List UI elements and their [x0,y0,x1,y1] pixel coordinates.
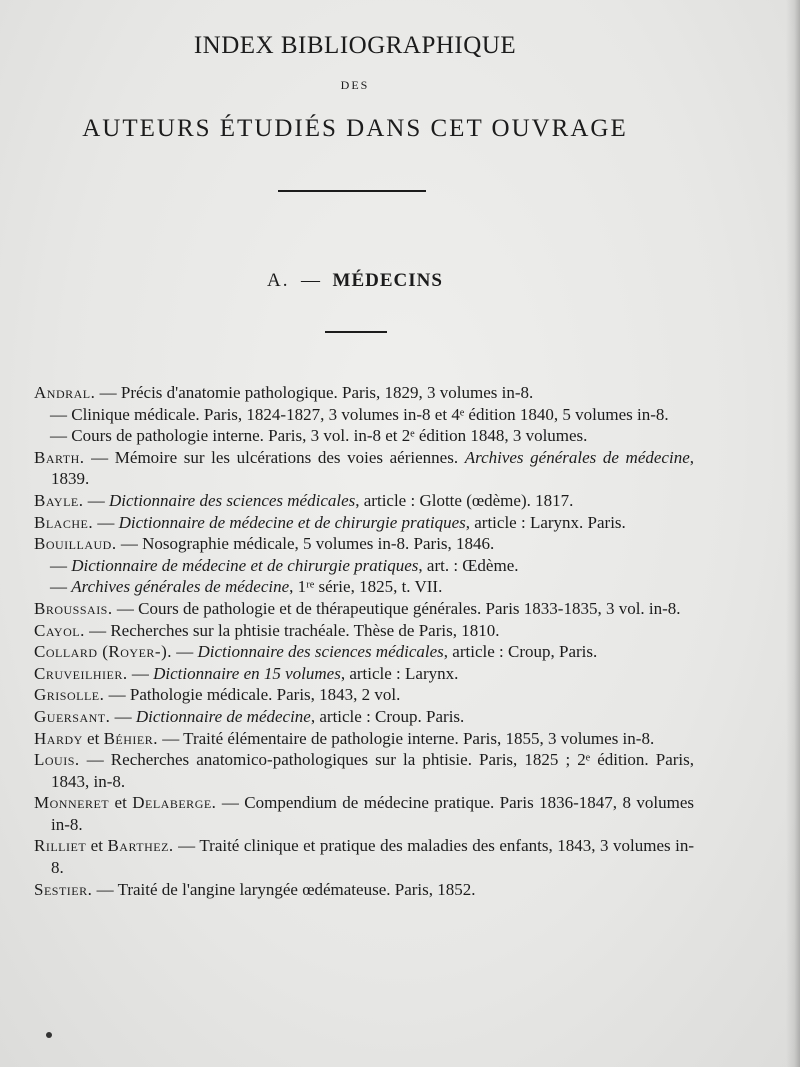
author-name: Blache. [34,512,94,532]
author-connector: et [109,793,133,813]
entry-text: — Cours de pathologie et de thérapeutique générales. Paris 1833-1835, 3 vol. in-8. [112,598,681,618]
index-title: INDEX BIBLIOGRAPHIQUE [193,32,517,59]
author-name: Bayle. [34,490,84,510]
bib-entry-louis [34,749,694,792]
entry-text: — [110,706,136,726]
ditto-dash: — [50,577,72,597]
bib-entry-andral [34,382,694,404]
author-name: Collard [34,642,98,662]
entry-text: — Précis d'anatomie pathologique. Paris, 1829, 3 volumes in-8. [95,383,534,402]
ditto-dash: — [50,426,72,446]
author-name: Barth. [34,447,85,467]
bib-entry-broussais [34,598,694,620]
entry-text: Clinique médicale. Paris, 1824-1827, 3 volumes in-8 et 4ᵉ édition 1840, 5 volumes in-8. [71,404,669,424]
bib-entry-hardy-behier [34,728,694,750]
author-name: Grisolle. [34,685,105,705]
section-letter: A. [267,270,290,291]
bib-entry-blache [34,512,694,534]
bibliography-list [34,382,694,900]
entry-text: — Recherches sur la phtisie trachéale. Thèse de Paris, 1810. [84,620,500,640]
bib-entry-guersant [34,706,694,728]
bib-entry-monneret-delaberge [34,792,694,835]
author-name: Hardy [34,728,83,748]
author-name: Cayol. [34,620,85,640]
author-name: Andral. [34,383,96,402]
bib-entry-grisolle [34,684,694,706]
bib-subentry [34,404,694,426]
author-name-secondary: Béhier. [103,728,158,748]
author-name: Broussais. [34,598,113,618]
entry-text: — Traité de l'angine laryngée œdémateuse. Paris, 1852. [92,879,476,899]
author-name-secondary: (Royer-). [97,642,173,662]
section-divider [325,331,387,333]
entry-text: — Mémoire sur les ulcérations des voies aériennes. [84,447,465,467]
entry-text: , article : Croup, Paris. [443,642,598,662]
bib-entry-sestier [34,879,694,901]
bib-entry-barth [34,447,694,490]
index-subtitle: AUTEURS ÉTUDIÉS DANS CET OUVRAGE [82,115,628,142]
entry-text: — [172,642,198,662]
publication-title: Dictionnaire en 15 volumes [153,663,341,683]
publication-title: Dictionnaire de médecine et de chirurgie pratiques [71,555,419,575]
index-title-connector: DES [340,78,370,92]
publication-title: Archives générales de médecine [71,577,290,597]
entry-text: — Nosographie médicale, 5 volumes in-8. Paris, 1846. [116,534,495,554]
entry-text: , article : Glotte (œdème). 1817. [355,490,574,510]
author-name: Rilliet [34,836,87,856]
bib-entry-bayle [34,490,694,512]
entry-text: , 1839. [51,447,694,489]
publication-title: Dictionnaire des sciences médicales [108,490,356,510]
ditto-dash: — [50,404,72,424]
bib-entry-rilliet-barthez [34,835,694,878]
entry-text: , 1ʳᵉ série, 1825, t. VII. [289,577,443,597]
entry-text: — [127,663,154,683]
entry-text: — Traité élémentaire de pathologie interne. Paris, 1855, 3 volumes in-8. [157,728,655,748]
author-name-secondary: Delaberge. [132,793,217,813]
publication-title: Dictionnaire de médecine et de chirurgie pratiques [118,512,466,532]
publication-title: Archives générales de médecine [464,447,690,467]
ditto-dash: — [50,555,72,575]
bib-subentry [34,555,694,577]
ink-speck [46,1032,52,1038]
author-name: Bouillaud. [34,534,117,554]
author-name: Monneret [34,793,110,813]
author-name-secondary: Barthez. [107,836,174,856]
entry-text: — Compendium de médecine pratique. Paris 1836-1847, 8 volumes in-8. [51,793,694,834]
entry-text: — Traité clinique et pratique des maladies des enfants, 1843, 3 volumes in-8. [51,836,694,878]
author-name: Sestier. [34,879,93,899]
entry-text: — [93,512,119,532]
bib-entry-bouillaud [34,533,694,555]
entry-text: Cours de pathologie interne. Paris, 3 vol. in-8 et 2ᵉ édition 1848, 3 volumes. [71,426,588,446]
publication-title: Dictionnaire de médecine [135,706,311,726]
title-divider [278,190,426,192]
entry-text: — [83,490,109,510]
section-heading [0,270,710,292]
author-name: Cruveilhier. [34,663,128,683]
entry-text: , art. : Œdème. [418,555,519,575]
bib-subentry [34,425,694,447]
entry-text: — Recherches anatomico-pathologiques sur la phtisie. Paris, 1825 ; 2ᵉ édition. Paris, 1843, in-8. [51,750,694,791]
bib-subentry [34,576,694,598]
author-connector: et [82,728,104,748]
bib-entry-collard [34,641,694,663]
bib-entry-cruveilhier [34,663,694,685]
entry-text: , article : Larynx. Paris. [465,512,626,532]
author-name: Louis. [34,750,80,770]
section-name: MÉDECINS [332,270,443,291]
page-edge-shadow [786,0,800,1067]
entry-text: , article : Larynx. [340,663,459,683]
entry-text: , article : Croup. Paris. [310,706,465,726]
publication-title: Dictionnaire des sciences médicales [197,642,444,662]
entry-text: — Pathologie médicale. Paris, 1843, 2 vol. [104,685,401,705]
author-name: Guersant. [34,706,111,726]
section-separator: — [301,270,322,291]
bib-entry-cayol [34,620,694,642]
author-connector: et [86,836,108,856]
